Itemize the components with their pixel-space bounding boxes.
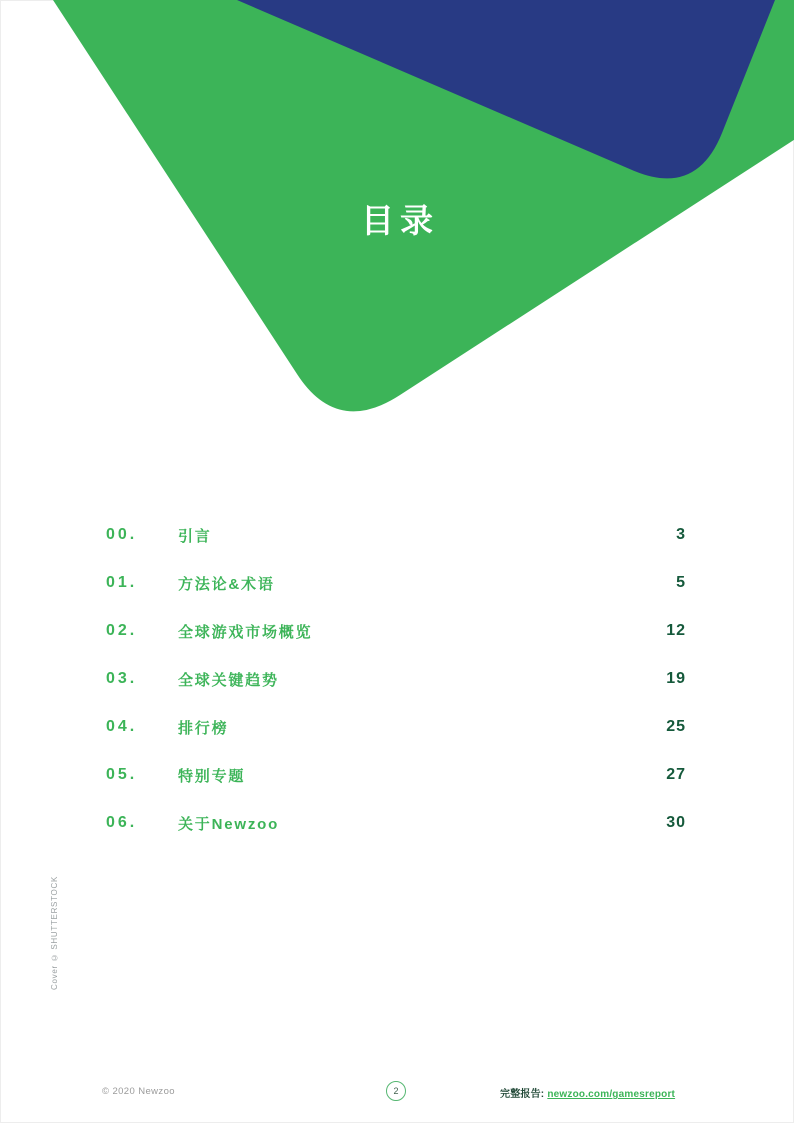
- footer-report-label: 完整报告:: [500, 1089, 545, 1100]
- toc-item-title: 引言: [178, 527, 212, 545]
- toc-item[interactable]: [106, 655, 686, 703]
- toc-item-title: 全球关键趋势: [178, 671, 279, 689]
- toc-item-index: 06.: [106, 814, 138, 831]
- toc-item[interactable]: [106, 559, 686, 607]
- toc-item[interactable]: [106, 799, 686, 847]
- page-title: 目录: [361, 202, 439, 239]
- toc-item[interactable]: [106, 607, 686, 655]
- toc-item-page: 19: [666, 670, 686, 687]
- toc-item-page: 3: [676, 526, 686, 543]
- toc-item-title: 特别专题: [178, 767, 246, 785]
- toc-item-page: 27: [666, 766, 686, 783]
- toc-item-index: 01.: [106, 574, 138, 591]
- toc-item-index: 02.: [106, 622, 138, 639]
- toc-item-page: 25: [666, 718, 686, 735]
- toc-item-index: 00.: [106, 526, 138, 543]
- toc-item[interactable]: [106, 703, 686, 751]
- toc-item-title: 方法论&术语: [178, 575, 275, 593]
- toc-item-title: 全球游戏市场概览: [178, 623, 313, 641]
- toc-item-index: 05.: [106, 766, 138, 783]
- footer-copyright: © 2020 Newzoo: [102, 1086, 175, 1097]
- page-number-badge: 2: [386, 1081, 406, 1101]
- footer-report-link[interactable]: newzoo.com/gamesreport: [547, 1089, 676, 1100]
- toc-list: [106, 511, 686, 847]
- toc-item-index: 03.: [106, 670, 138, 687]
- footer-report: [500, 1085, 675, 1100]
- toc-item[interactable]: [106, 511, 686, 559]
- toc-item-title: 排行榜: [178, 719, 229, 737]
- toc-item-index: 04.: [106, 718, 138, 735]
- toc-item-page: 30: [666, 814, 686, 831]
- toc-item[interactable]: [106, 751, 686, 799]
- cover-credit: Cover © SHUTTERSTOCK: [50, 876, 59, 990]
- toc-item-title: 关于Newzoo: [178, 815, 280, 833]
- toc-item-page: 12: [666, 622, 686, 639]
- toc-item-page: 5: [676, 574, 686, 591]
